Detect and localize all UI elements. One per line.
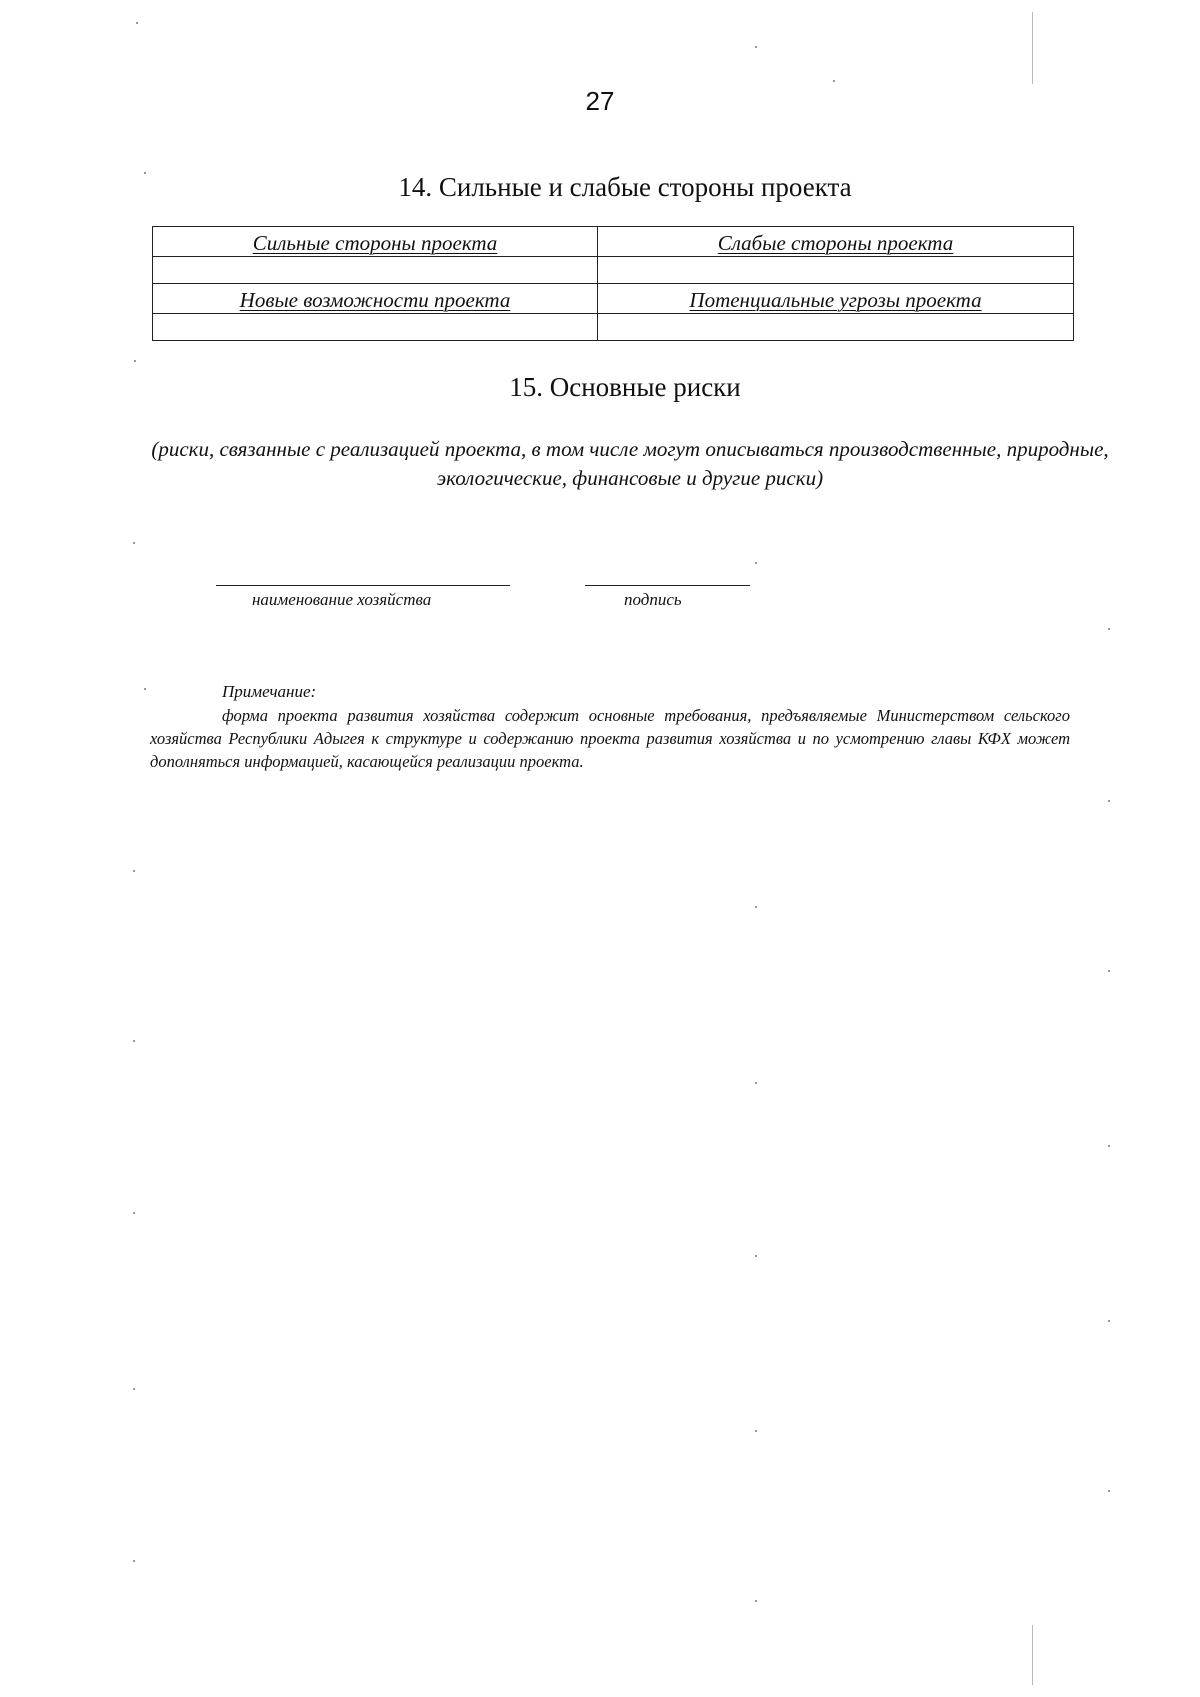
table-row xyxy=(153,257,1074,284)
scan-speck xyxy=(133,870,135,872)
scan-speck xyxy=(133,1560,135,1562)
risks-note: (риски, связанные с реализацией проекта, в том числе могут описываться производственные, природные, экологические, финансовые и другие риски) xyxy=(151,437,1109,490)
footnote-text: форма проекта развития хозяйства содержит основные требования, предъявляемые Министерством сельского хозяйства Республики Адыгея к структуре и содержанию проекта развития хозяйства и по усмотрению главы КФХ может дополняться информацией, касающейся реализации проекта. xyxy=(150,706,1070,771)
scan-speck xyxy=(833,80,835,82)
scan-speck xyxy=(144,172,146,174)
scan-edge-mark xyxy=(1032,1625,1033,1685)
strengths-cell[interactable] xyxy=(153,257,598,284)
scan-speck xyxy=(755,46,757,48)
scan-speck xyxy=(1108,970,1110,972)
weaknesses-label: Слабые стороны проекта xyxy=(717,231,954,255)
strengths-label: Сильные стороны проекта xyxy=(252,231,498,255)
farm-name-line[interactable] xyxy=(216,585,510,586)
scan-edge-mark xyxy=(1032,12,1033,84)
opportunities-header xyxy=(153,284,598,314)
farm-name-caption: наименование хозяйства xyxy=(252,590,432,609)
scan-speck xyxy=(134,360,136,362)
scan-speck xyxy=(755,906,757,908)
scan-speck xyxy=(1108,1490,1110,1492)
page-number: 27 xyxy=(585,86,615,116)
table-row xyxy=(153,227,1074,257)
scan-speck xyxy=(1108,1145,1110,1147)
weaknesses-cell[interactable] xyxy=(598,257,1074,284)
scan-speck xyxy=(1108,1320,1110,1322)
swot-table xyxy=(152,226,1074,341)
opportunities-label: Новые возможности проекта xyxy=(239,288,511,312)
section-14-title: 14. Сильные и слабые стороны проекта xyxy=(398,172,852,202)
scan-speck xyxy=(755,1255,757,1257)
table-row xyxy=(153,314,1074,341)
footnote-label: Примечание: xyxy=(222,682,317,701)
scan-speck xyxy=(144,688,146,690)
threats-label: Потенциальные угрозы проекта xyxy=(689,288,982,312)
scan-speck xyxy=(133,1212,135,1214)
scan-speck xyxy=(133,1040,135,1042)
section-15-title: 15. Основные риски xyxy=(509,372,741,402)
threats-cell[interactable] xyxy=(598,314,1074,341)
scan-speck xyxy=(1108,628,1110,630)
strengths-header xyxy=(153,227,598,257)
scan-speck xyxy=(755,562,757,564)
scan-speck xyxy=(1108,800,1110,802)
weaknesses-header xyxy=(598,227,1074,257)
scan-speck xyxy=(136,22,138,24)
scan-speck xyxy=(133,1388,135,1390)
scan-speck xyxy=(755,1600,757,1602)
opportunities-cell[interactable] xyxy=(153,314,598,341)
threats-header xyxy=(598,284,1074,314)
signature-line[interactable] xyxy=(585,585,750,586)
table-row xyxy=(153,284,1074,314)
signature-caption: подпись xyxy=(624,590,682,609)
scan-speck xyxy=(133,542,135,544)
scan-speck xyxy=(755,1082,757,1084)
scan-speck xyxy=(755,1430,757,1432)
